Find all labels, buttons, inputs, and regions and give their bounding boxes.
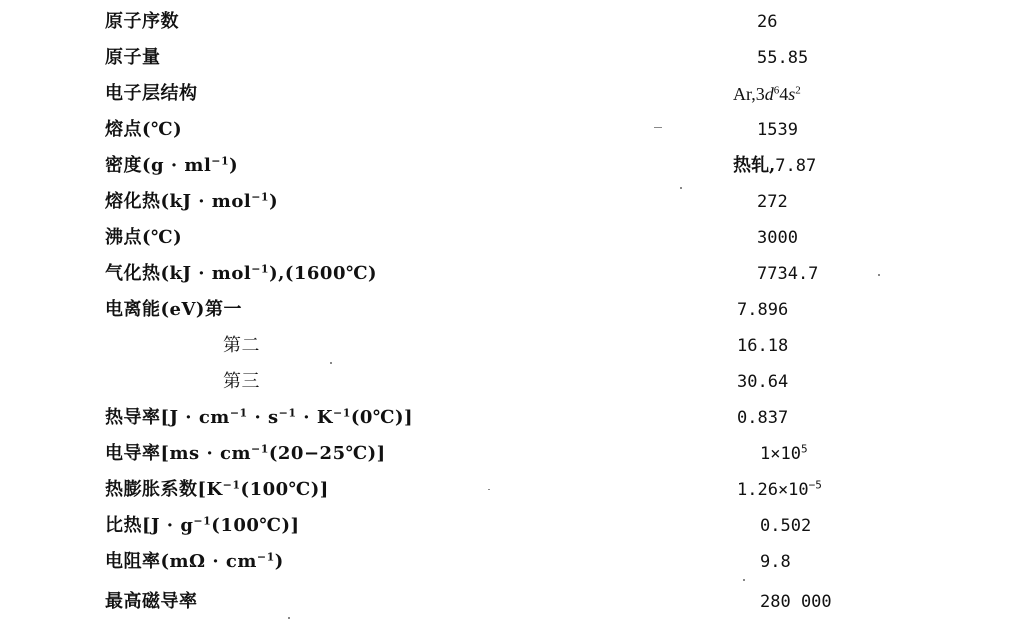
property-value: 0.502: [760, 516, 812, 536]
property-row-atomic-number: [0, 4, 1024, 40]
property-label: 电离能(eV)第一: [105, 299, 242, 320]
property-value: 16.18: [737, 336, 789, 356]
property-row-thermal-expansion: [0, 472, 1024, 508]
property-value: 26: [757, 12, 778, 32]
property-value: 热轧,7.87: [733, 155, 817, 176]
property-label: 原子量: [105, 47, 161, 68]
property-value: 3000: [757, 228, 798, 248]
property-value: $1\times 10^5$: [760, 442, 808, 464]
property-label: 最高磁导率: [105, 591, 198, 612]
property-row-max-permeability: [0, 584, 1024, 620]
property-row-specific-heat: [0, 508, 1024, 544]
property-value: 0.837: [737, 408, 789, 428]
scan-speck: [680, 187, 682, 189]
property-row-heat-of-fusion: [0, 184, 1024, 220]
scan-speck: [488, 489, 490, 490]
property-value: 280 000: [760, 592, 832, 612]
property-label: 原子序数: [105, 11, 179, 32]
property-label: 比热$[J \cdot g^{-1}(100℃)]$: [105, 514, 300, 536]
property-row-electron-configuration: [0, 76, 1024, 112]
property-value: 30.64: [737, 372, 789, 392]
property-row-atomic-weight: [0, 40, 1024, 76]
property-label: 第三: [223, 371, 260, 392]
property-label: 电导率$[ms \cdot cm^{-1}(20-25℃)]$: [105, 442, 386, 464]
property-value: 9.8: [760, 552, 791, 572]
property-label: 电子层结构: [105, 83, 198, 104]
property-value: 7.896: [737, 300, 789, 320]
property-value: 272: [757, 192, 788, 212]
property-value: 7734.7: [757, 264, 819, 284]
property-label: 密度$(g \cdot ml^{-1})$: [105, 154, 239, 176]
scan-speck: [743, 579, 745, 581]
property-value: 55.85: [757, 48, 809, 68]
property-label: 第二: [223, 335, 260, 356]
property-label: 气化热(kJ · mol$^{-1}$),(1600℃): [105, 262, 378, 284]
property-row-ionization-energy-second: [0, 328, 1024, 364]
property-row-ionization-energy-third: [0, 364, 1024, 400]
scan-speck: [654, 127, 662, 128]
property-row-boiling-point: [0, 220, 1024, 256]
property-value: $Ar,3d^64s^2$: [733, 84, 801, 104]
property-value: $1.26\times 10^{-5}$: [737, 478, 822, 500]
property-row-heat-of-vaporization: [0, 256, 1024, 292]
property-label: 热导率[$J \cdot cm^{-1} \cdot s^{-1}$ · $K^{-1}(0℃)$]: [105, 406, 414, 428]
scan-speck: [330, 362, 332, 364]
property-row-resistivity: [0, 544, 1024, 580]
property-label: 热膨胀系数$[K^{-1}(100℃)]$: [105, 478, 329, 500]
property-label: 熔化热(kJ · mol$^{-1}$): [105, 190, 279, 212]
scan-speck: [288, 617, 290, 619]
property-row-ionization-energy-first: [0, 292, 1024, 328]
property-label: 熔点(℃): [105, 119, 183, 140]
property-row-electrical-conductivity: [0, 436, 1024, 472]
property-row-melting-point: [0, 112, 1024, 148]
property-value: 1539: [757, 120, 798, 140]
scan-speck: [878, 274, 880, 276]
property-row-thermal-conductivity: [0, 400, 1024, 436]
property-label: 电阻率$(m\Omega \cdot cm^{-1})$: [105, 550, 284, 572]
property-row-density: [0, 148, 1024, 184]
property-label: 沸点(℃): [105, 227, 183, 248]
